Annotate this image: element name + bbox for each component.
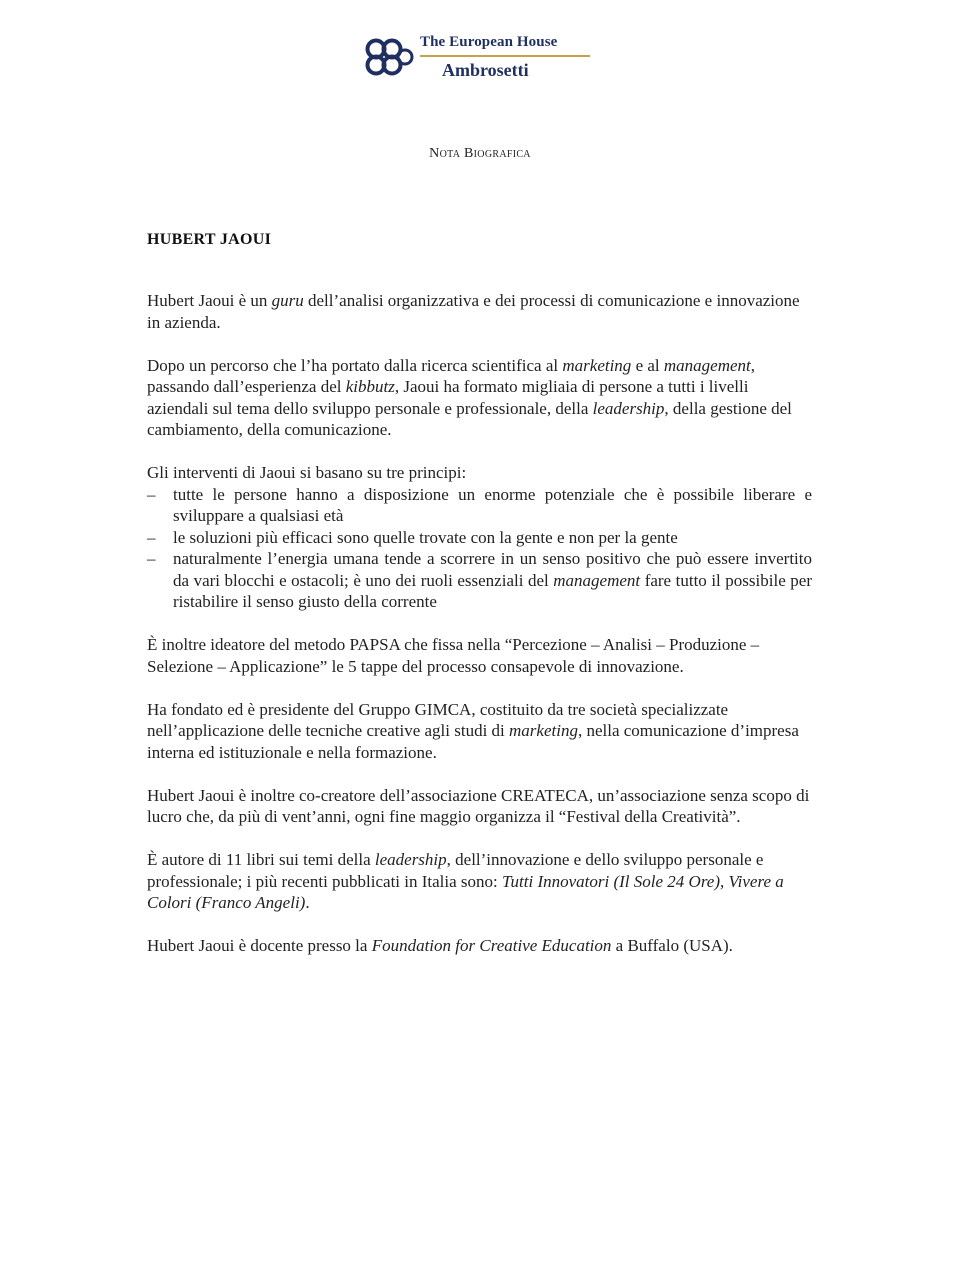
logo-divider: [420, 55, 590, 57]
dash-bullet: –: [147, 484, 156, 504]
text-run: , dell’innovazione e dello sviluppo personale e professionale; i più recenti pubblicati in Italia sono:: [147, 850, 764, 891]
text-run: , passando dall’esperienza del: [147, 355, 756, 396]
list-item: [147, 484, 812, 527]
text-run-italic: leadership: [592, 398, 665, 418]
paragraph-createca: Hubert Jaoui è inoltre co-creatore dell’associazione CREATECA, un’associazione senza scopo di lucro che, da più di vent’anni, ogni fine maggio organizza il “Festival della Creatività”.: [147, 785, 810, 826]
logo-line-1: The European House: [420, 34, 558, 50]
text-run-italic: management: [663, 355, 751, 375]
text-run: e al: [631, 355, 664, 375]
ambrosetti-logo-icon: [364, 36, 416, 78]
text-run: , della gestione del cambiamento, della comunicazione.: [147, 398, 792, 439]
principles-list: [147, 484, 812, 613]
text-run-italic: kibbutz: [345, 377, 395, 396]
text-run-italic: guru: [271, 291, 304, 310]
paragraph-intro: [147, 290, 812, 333]
paragraph-career: [147, 355, 812, 441]
text-run: dell’analisi organizzativa e dei processi di comunicazione e innovazione in azienda.: [147, 291, 800, 332]
text-run: Hubert Jaoui è docente presso la: [147, 936, 372, 955]
text-run: Dopo un percorso che l’ha portato dalla ricerca scientifica al: [147, 355, 563, 375]
text-run: .: [305, 893, 310, 912]
dash-bullet: –: [147, 549, 156, 568]
logo-line-2: Ambrosetti: [442, 60, 529, 80]
list-item: [147, 548, 812, 613]
paragraph-papsa: È inoltre ideatore del metodo PAPSA che fissa nella “Percezione – Analisi – Produzione – Selezione – Applicazione” le 5 tappe del processo consapevole di innovazione.: [147, 635, 760, 676]
list-item-text: tutte le persone hanno a disposizione un enorme potenziale che è possibile liberare e sviluppare a qualsiasi età: [173, 484, 812, 525]
biography-body: [147, 290, 812, 978]
text-run-italic: Foundation for Creative Education: [371, 936, 612, 955]
text-run: Hubert Jaoui è un: [147, 291, 272, 310]
text-run: , Jaoui ha formato migliaia di persone a tutti i livelli aziendali sul tema dello sviluppo personale e professionale, della: [147, 377, 749, 418]
text-run-italic: leadership: [374, 850, 447, 869]
text-run: Ha fondato ed è presidente del Gruppo GIMCA, costituito da tre società specializzate nell’applicazione delle tecniche creative agli studi di: [147, 699, 729, 740]
list-item-text: le soluzioni più efficaci sono quelle trovate con la gente e non per la gente: [173, 527, 678, 547]
text-run: È autore di 11 libri sui temi della: [147, 850, 375, 869]
person-name: HUBERT JAOUI: [147, 231, 272, 248]
document-heading: Nota Biografica: [429, 146, 531, 161]
paragraph-gimca: [147, 699, 812, 764]
text-run-italic: marketing: [509, 721, 578, 740]
list-item-text: naturalmente l’energia umana tende a scorrere in un senso positivo che può essere invertito da vari blocchi e ostacoli; è uno dei ruoli essenziali del: [173, 549, 812, 590]
text-run: , nella comunicazione d’impresa interna ed istituzionale e nella formazione.: [147, 721, 799, 762]
paragraph-principles-intro: Gli interventi di Jaoui si basano su tre principi:: [147, 463, 467, 482]
text-run-italic: marketing: [562, 355, 632, 375]
list-item-text: fare tutto il possibile per ristabilire il senso giusto della corrente: [173, 570, 812, 611]
list-item: [147, 527, 812, 549]
text-run: a Buffalo (USA).: [611, 936, 733, 955]
text-run-italic: management: [553, 570, 641, 590]
dash-bullet: –: [147, 527, 156, 547]
paragraph-books: [147, 849, 812, 914]
text-run-italic: Tutti Innovatori (Il Sole 24 Ore), Vivere a Colori (Franco Angeli): [147, 871, 784, 912]
paragraph-teaching: [147, 935, 812, 957]
company-logo: [364, 30, 604, 84]
